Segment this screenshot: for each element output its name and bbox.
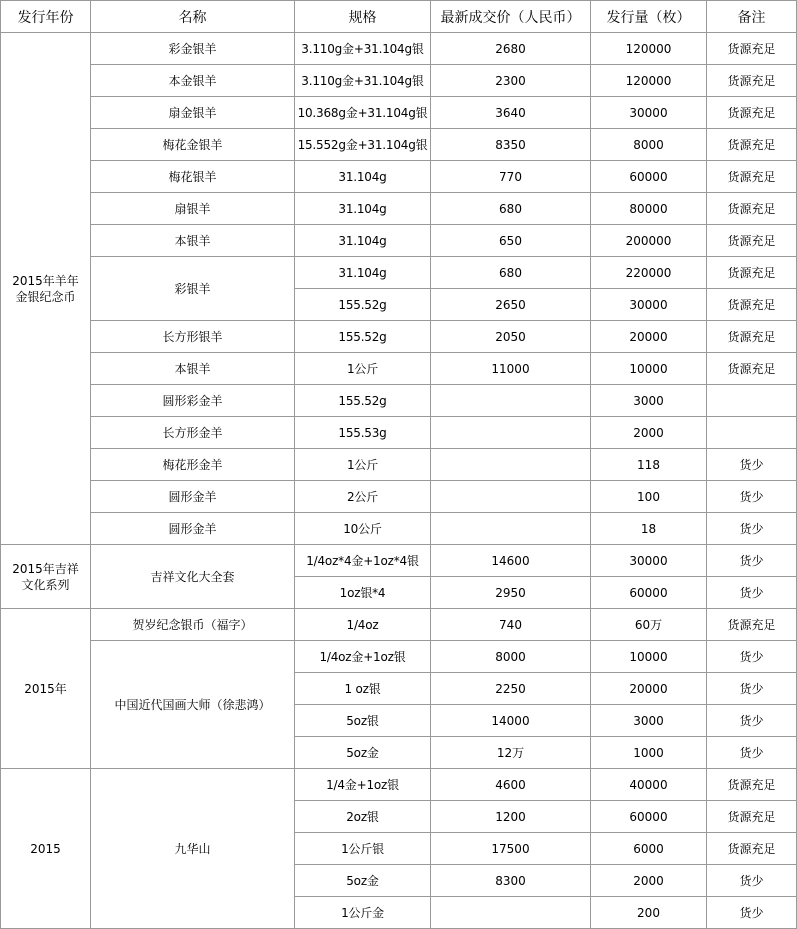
spec-cell: 5oz银 bbox=[295, 705, 431, 737]
group-cell: 2015年 bbox=[1, 609, 91, 769]
table-row bbox=[1, 385, 797, 417]
name-cell: 长方形银羊 bbox=[91, 321, 295, 353]
header-note: 备注 bbox=[707, 1, 797, 33]
note-cell: 货源充足 bbox=[707, 257, 797, 289]
name-cell: 本银羊 bbox=[91, 353, 295, 385]
price-cell: 4600 bbox=[431, 769, 591, 801]
table-row bbox=[1, 353, 797, 385]
price-cell: 8350 bbox=[431, 129, 591, 161]
spec-cell: 31.104g bbox=[295, 257, 431, 289]
spec-cell: 15.552g金+31.104g银 bbox=[295, 129, 431, 161]
table-row bbox=[1, 321, 797, 353]
price-cell: 8000 bbox=[431, 641, 591, 673]
group-cell: 2015年吉祥文化系列 bbox=[1, 545, 91, 609]
price-cell: 740 bbox=[431, 609, 591, 641]
name-cell: 本银羊 bbox=[91, 225, 295, 257]
note-cell: 货少 bbox=[707, 897, 797, 929]
table-row bbox=[1, 257, 797, 289]
name-cell: 本金银羊 bbox=[91, 65, 295, 97]
note-cell: 货源充足 bbox=[707, 129, 797, 161]
name-cell: 贺岁纪念银币（福字） bbox=[91, 609, 295, 641]
quantity-cell: 60万 bbox=[591, 609, 707, 641]
name-cell: 扇金银羊 bbox=[91, 97, 295, 129]
spec-cell: 1 oz银 bbox=[295, 673, 431, 705]
note-cell: 货少 bbox=[707, 641, 797, 673]
price-cell bbox=[431, 417, 591, 449]
spec-cell: 3.110g金+31.104g银 bbox=[295, 33, 431, 65]
header-spec: 规格 bbox=[295, 1, 431, 33]
quantity-cell: 118 bbox=[591, 449, 707, 481]
table-row bbox=[1, 193, 797, 225]
table-row bbox=[1, 449, 797, 481]
price-cell: 1200 bbox=[431, 801, 591, 833]
table-row bbox=[1, 481, 797, 513]
table-row bbox=[1, 129, 797, 161]
price-cell bbox=[431, 481, 591, 513]
quantity-cell: 80000 bbox=[591, 193, 707, 225]
spec-cell: 5oz金 bbox=[295, 737, 431, 769]
quantity-cell: 60000 bbox=[591, 801, 707, 833]
name-cell: 长方形金羊 bbox=[91, 417, 295, 449]
price-cell: 650 bbox=[431, 225, 591, 257]
price-cell: 12万 bbox=[431, 737, 591, 769]
price-cell: 14600 bbox=[431, 545, 591, 577]
name-cell: 圆形彩金羊 bbox=[91, 385, 295, 417]
spec-cell: 3.110g金+31.104g银 bbox=[295, 65, 431, 97]
spec-cell: 31.104g bbox=[295, 225, 431, 257]
quantity-cell: 100 bbox=[591, 481, 707, 513]
price-cell: 3640 bbox=[431, 97, 591, 129]
note-cell: 货源充足 bbox=[707, 353, 797, 385]
spec-cell: 31.104g bbox=[295, 193, 431, 225]
note-cell: 货少 bbox=[707, 513, 797, 545]
quantity-cell: 10000 bbox=[591, 641, 707, 673]
table-row bbox=[1, 161, 797, 193]
price-cell bbox=[431, 897, 591, 929]
quantity-cell: 30000 bbox=[591, 97, 707, 129]
quantity-cell: 60000 bbox=[591, 577, 707, 609]
name-cell: 吉祥文化大全套 bbox=[91, 545, 295, 609]
name-cell: 九华山 bbox=[91, 769, 295, 929]
price-cell: 2250 bbox=[431, 673, 591, 705]
price-cell: 770 bbox=[431, 161, 591, 193]
name-cell: 圆形金羊 bbox=[91, 513, 295, 545]
table-row bbox=[1, 609, 797, 641]
table-row bbox=[1, 225, 797, 257]
price-cell: 680 bbox=[431, 257, 591, 289]
quantity-cell: 60000 bbox=[591, 161, 707, 193]
quantity-cell: 3000 bbox=[591, 705, 707, 737]
table-row bbox=[1, 417, 797, 449]
spec-cell: 2公斤 bbox=[295, 481, 431, 513]
quantity-cell: 2000 bbox=[591, 417, 707, 449]
quantity-cell: 8000 bbox=[591, 129, 707, 161]
table-row bbox=[1, 641, 797, 673]
note-cell bbox=[707, 385, 797, 417]
quantity-cell: 200 bbox=[591, 897, 707, 929]
quantity-cell: 10000 bbox=[591, 353, 707, 385]
spec-cell: 1oz银*4 bbox=[295, 577, 431, 609]
table-row bbox=[1, 97, 797, 129]
note-cell: 货源充足 bbox=[707, 769, 797, 801]
header-name: 名称 bbox=[91, 1, 295, 33]
price-cell bbox=[431, 385, 591, 417]
spec-cell: 5oz金 bbox=[295, 865, 431, 897]
quantity-cell: 20000 bbox=[591, 321, 707, 353]
table-row bbox=[1, 65, 797, 97]
quantity-cell: 1000 bbox=[591, 737, 707, 769]
header-row bbox=[1, 1, 797, 33]
name-cell: 梅花金银羊 bbox=[91, 129, 295, 161]
spec-cell: 1公斤 bbox=[295, 449, 431, 481]
price-cell: 2650 bbox=[431, 289, 591, 321]
spec-cell: 155.53g bbox=[295, 417, 431, 449]
quantity-cell: 200000 bbox=[591, 225, 707, 257]
spec-cell: 2oz银 bbox=[295, 801, 431, 833]
note-cell: 货少 bbox=[707, 577, 797, 609]
note-cell: 货少 bbox=[707, 481, 797, 513]
note-cell: 货源充足 bbox=[707, 321, 797, 353]
note-cell: 货少 bbox=[707, 737, 797, 769]
spec-cell: 1/4oz金+1oz银 bbox=[295, 641, 431, 673]
price-cell: 2300 bbox=[431, 65, 591, 97]
note-cell: 货少 bbox=[707, 705, 797, 737]
price-cell bbox=[431, 449, 591, 481]
table-row bbox=[1, 769, 797, 801]
note-cell: 货源充足 bbox=[707, 289, 797, 321]
table-row bbox=[1, 33, 797, 65]
quantity-cell: 3000 bbox=[591, 385, 707, 417]
note-cell: 货少 bbox=[707, 545, 797, 577]
price-cell: 2050 bbox=[431, 321, 591, 353]
note-cell: 货少 bbox=[707, 865, 797, 897]
note-cell: 货源充足 bbox=[707, 833, 797, 865]
name-cell: 中国近代国画大师（徐悲鸿） bbox=[91, 641, 295, 769]
note-cell bbox=[707, 417, 797, 449]
spec-cell: 1公斤金 bbox=[295, 897, 431, 929]
note-cell: 货源充足 bbox=[707, 161, 797, 193]
quantity-cell: 40000 bbox=[591, 769, 707, 801]
note-cell: 货源充足 bbox=[707, 33, 797, 65]
quantity-cell: 20000 bbox=[591, 673, 707, 705]
spec-cell: 1/4oz bbox=[295, 609, 431, 641]
note-cell: 货源充足 bbox=[707, 193, 797, 225]
note-cell: 货源充足 bbox=[707, 97, 797, 129]
price-cell: 8300 bbox=[431, 865, 591, 897]
header-latest-price: 最新成交价（人民币） bbox=[431, 1, 591, 33]
table-row bbox=[1, 545, 797, 577]
quantity-cell: 2000 bbox=[591, 865, 707, 897]
spec-cell: 155.52g bbox=[295, 289, 431, 321]
quantity-cell: 120000 bbox=[591, 33, 707, 65]
quantity-cell: 6000 bbox=[591, 833, 707, 865]
name-cell: 梅花形金羊 bbox=[91, 449, 295, 481]
note-cell: 货源充足 bbox=[707, 225, 797, 257]
price-cell: 11000 bbox=[431, 353, 591, 385]
quantity-cell: 18 bbox=[591, 513, 707, 545]
price-cell: 14000 bbox=[431, 705, 591, 737]
note-cell: 货源充足 bbox=[707, 801, 797, 833]
quantity-cell: 30000 bbox=[591, 545, 707, 577]
price-cell: 2680 bbox=[431, 33, 591, 65]
note-cell: 货源充足 bbox=[707, 609, 797, 641]
price-cell: 680 bbox=[431, 193, 591, 225]
note-cell: 货少 bbox=[707, 673, 797, 705]
quantity-cell: 30000 bbox=[591, 289, 707, 321]
quantity-cell: 120000 bbox=[591, 65, 707, 97]
spec-cell: 155.52g bbox=[295, 321, 431, 353]
name-cell: 扇银羊 bbox=[91, 193, 295, 225]
note-cell: 货源充足 bbox=[707, 65, 797, 97]
note-cell: 货少 bbox=[707, 449, 797, 481]
price-cell: 2950 bbox=[431, 577, 591, 609]
spec-cell: 10.368g金+31.104g银 bbox=[295, 97, 431, 129]
spec-cell: 31.104g bbox=[295, 161, 431, 193]
name-cell: 彩银羊 bbox=[91, 257, 295, 321]
name-cell: 圆形金羊 bbox=[91, 481, 295, 513]
group-cell: 2015 bbox=[1, 769, 91, 929]
price-cell: 17500 bbox=[431, 833, 591, 865]
spec-cell: 10公斤 bbox=[295, 513, 431, 545]
price-cell bbox=[431, 513, 591, 545]
header-issue-quantity: 发行量（枚） bbox=[591, 1, 707, 33]
spec-cell: 155.52g bbox=[295, 385, 431, 417]
spec-cell: 1/4金+1oz银 bbox=[295, 769, 431, 801]
header-issue-year: 发行年份 bbox=[1, 1, 91, 33]
spec-cell: 1公斤银 bbox=[295, 833, 431, 865]
table-row bbox=[1, 513, 797, 545]
quantity-cell: 220000 bbox=[591, 257, 707, 289]
spec-cell: 1公斤 bbox=[295, 353, 431, 385]
group-cell: 2015年羊年金银纪念币 bbox=[1, 33, 91, 545]
name-cell: 梅花银羊 bbox=[91, 161, 295, 193]
name-cell: 彩金银羊 bbox=[91, 33, 295, 65]
spec-cell: 1/4oz*4金+1oz*4银 bbox=[295, 545, 431, 577]
